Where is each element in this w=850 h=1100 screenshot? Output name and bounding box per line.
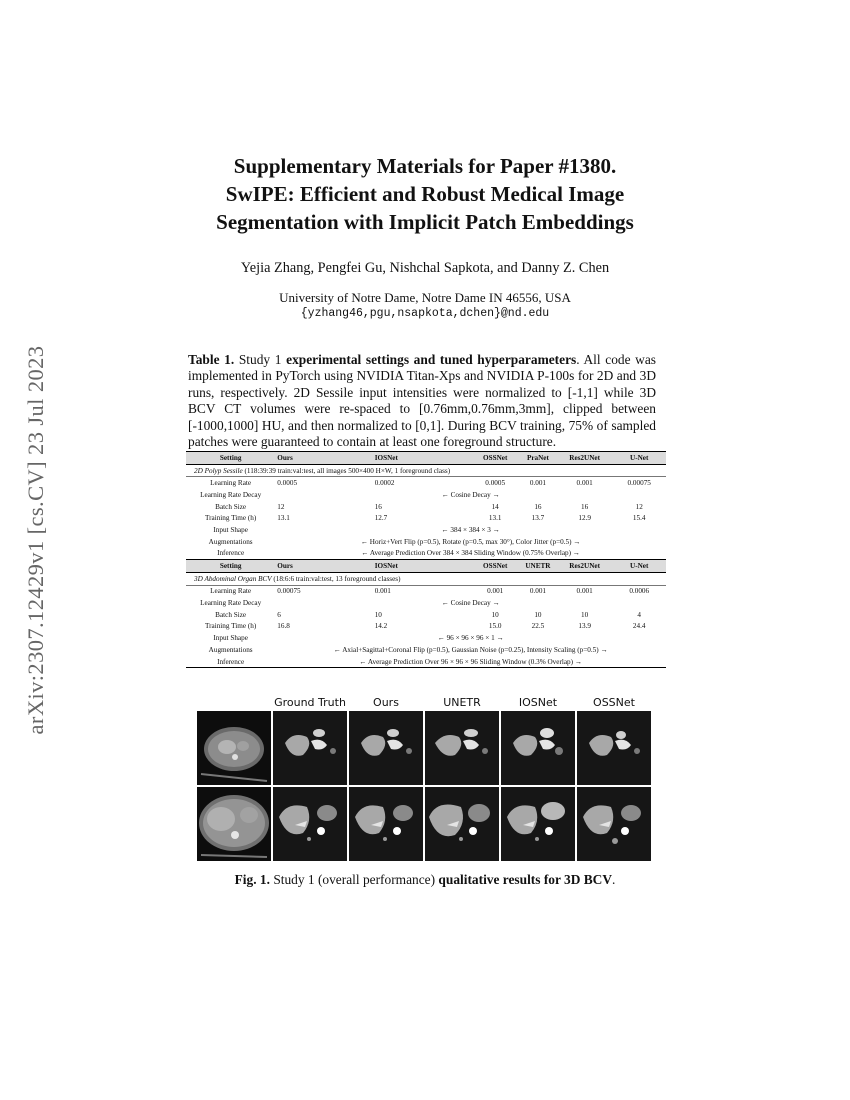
table-cell: 12 <box>277 502 285 511</box>
table-cell: 15.4 <box>632 514 646 523</box>
table-cell: 0.00075 <box>277 587 301 596</box>
table-cell: 12.9 <box>578 514 591 523</box>
table-span-cell: ← Horiz+Vert Flip (p=0.5), Rotate (p=0.5, max 30°), Color Jitter (p=0.5) → <box>360 537 581 546</box>
row-label: Augmentations <box>208 645 253 654</box>
table-row <box>186 597 666 609</box>
table-header-row <box>186 560 666 573</box>
ct-scan-image <box>197 787 271 861</box>
col-header-ours: Ours <box>275 560 334 573</box>
table-cell: 0.001 <box>576 587 593 596</box>
fig-col-header-ground-truth: Ground Truth <box>274 696 346 709</box>
ct-scan-image <box>197 711 271 785</box>
row-label: Training Time (h) <box>205 514 257 523</box>
row-label: Inference <box>217 549 245 558</box>
figure-caption <box>130 872 720 888</box>
table-row <box>186 621 666 633</box>
table-span-cell: ← 96 × 96 × 96 × 1 → <box>437 634 504 643</box>
arxiv-id-text: arXiv:2307.12429v1 [cs.CV] 23 Jul 2023 <box>23 345 48 735</box>
col-header-iosnet: IOSNet <box>335 452 472 465</box>
author-emails: {yzhang46,pgu,nsapkota,dchen}@nd.edu <box>300 307 550 320</box>
table-cell: 12.7 <box>374 514 388 523</box>
table-caption-label: Table 1. <box>188 352 235 367</box>
table-span-cell: ← Cosine Decay → <box>441 599 500 608</box>
table-row <box>186 609 666 621</box>
col-header-ours: Ours <box>275 452 334 465</box>
segmentation-mask-image <box>273 711 347 785</box>
col-header-unet: U-Net <box>612 452 666 465</box>
table-caption <box>188 352 656 450</box>
table-cell: 0.0002 <box>374 479 395 488</box>
table-row <box>186 548 666 560</box>
affiliation: University of Notre Dame, Notre Dame IN 46556, USA <box>279 290 571 305</box>
col-header-pranet: PraNet <box>519 452 557 465</box>
fig-col-header-ossnet: OSSNet <box>593 696 635 709</box>
table-row <box>186 536 666 548</box>
dataset-description: (18:6:6 train:val:test, 13 foreground classes) <box>273 574 401 583</box>
col-header-res2unet: Res2UNet <box>557 560 613 573</box>
table-cell: 0.001 <box>529 587 546 596</box>
col-header-ossnet: OSSNet <box>471 560 519 573</box>
table-cell: 6 <box>277 610 281 619</box>
table-cell: 4 <box>637 610 642 619</box>
segmentation-mask-image <box>273 787 347 861</box>
table-cell: 16 <box>581 502 589 511</box>
row-label: Learning Rate <box>210 587 252 596</box>
table-span-cell: ← 384 × 384 × 3 → <box>441 525 500 534</box>
dataset-row <box>186 464 666 477</box>
table-caption-text: . All code was implemented in PyTorch using NVIDIA Titan-Xps and NVIDIA P-100s for 2D and 3D runs, respectively. 2D Sessile input intensities were normalized to [-1,1] while 3D BCV CT volumes were re-spaced to [0.76mm,0.76mm,3mm], clipped between [-1000,1000] HU, and then normalized to [0,1]. During BCV training, 75% of sampled patches were guaranteed to contain at least one foreground structure. <box>188 352 656 450</box>
table-span-cell: ← Average Prediction Over 384 × 384 Sliding Window (0.75% Overlap) → <box>361 549 580 558</box>
table-cell: 0.0006 <box>629 587 650 596</box>
row-label: Learning Rate Decay <box>200 490 262 499</box>
table-cell: 10 <box>491 610 499 619</box>
table-cell: 16.8 <box>277 622 290 631</box>
fig-col-header-unetr: UNETR <box>443 696 481 709</box>
table-cell: 13.7 <box>531 514 545 523</box>
table-row <box>186 512 666 524</box>
col-header-unet: U-Net <box>612 560 666 573</box>
table-span-cell: ← Axial+Sagittal+Coronal Flip (p=0.5), Gaussian Noise (p=0.25), Intensity Scaling (p=0.5) → <box>333 645 608 654</box>
fig-col-header-iosnet: IOSNet <box>518 696 558 709</box>
table-cell: 10 <box>374 610 382 619</box>
table-row <box>186 477 666 489</box>
table-cell: 13.1 <box>277 514 290 523</box>
table-cell: 16 <box>534 502 542 511</box>
dataset-name: 3D Abdominal Organ BCV <box>194 574 272 583</box>
table-cell: 0.001 <box>529 479 546 488</box>
table-row <box>186 656 666 668</box>
row-label: Learning Rate Decay <box>200 599 262 608</box>
arxiv-identifier <box>14 295 58 785</box>
table-cell: 22.5 <box>531 622 545 631</box>
table-cell: 0.00075 <box>627 479 651 488</box>
segmentation-mask-image <box>425 787 499 861</box>
segmentation-mask-image <box>425 711 499 785</box>
segmentation-mask-image <box>577 711 651 785</box>
title-line-2: SwIPE: Efficient and Robust Medical Image <box>225 182 625 206</box>
table-caption-pre: Study 1 <box>238 352 282 367</box>
table-cell: 14.2 <box>374 622 388 631</box>
col-header-unetr: UNETR <box>519 560 557 573</box>
table-cell: 13.9 <box>578 622 591 631</box>
segmentation-mask-image <box>349 711 423 785</box>
table-span-cell: ← Average Prediction Over 96 × 96 × 96 Sliding Window (0.3% Overlap) → <box>275 656 666 668</box>
table-row <box>186 644 666 656</box>
hyperparameter-table <box>186 451 666 668</box>
fig-col-header-ours: Ours <box>373 696 399 709</box>
col-header-setting: Setting <box>186 560 275 573</box>
table-row <box>186 524 666 536</box>
table-cell: 12 <box>635 502 643 511</box>
table-cell: 10 <box>534 610 542 619</box>
title-line-3: Segmentation with Implicit Patch Embeddings <box>216 210 634 234</box>
table-cell: 0.0005 <box>277 479 298 488</box>
author-list: Yejia Zhang, Pengfei Gu, Nishchal Sapkota, and Danny Z. Chen <box>240 260 610 276</box>
figure-caption-pre: Study 1 (overall performance) <box>273 872 436 887</box>
row-label: Input Shape <box>213 634 248 643</box>
table-cell: 10 <box>581 610 589 619</box>
table-span-cell: ← Cosine Decay → <box>441 490 500 499</box>
segmentation-mask-image <box>349 787 423 861</box>
row-label: Batch Size <box>215 610 247 619</box>
figure-caption-label: Fig. 1. <box>234 872 270 887</box>
table-row <box>186 501 666 513</box>
col-header-iosnet: IOSNet <box>335 560 472 573</box>
paper-title <box>130 152 720 236</box>
table-cell: 0.001 <box>576 479 593 488</box>
title-line-1: Supplementary Materials for Paper #1380. <box>233 154 617 178</box>
row-label: Batch Size <box>215 502 247 511</box>
table-row <box>186 489 666 501</box>
segmentation-mask-image <box>577 787 651 861</box>
row-label: Augmentations <box>208 537 253 546</box>
row-label: Input Shape <box>213 525 248 534</box>
table-cell: 0.001 <box>487 587 504 596</box>
table-caption-bold: experimental settings and tuned hyperparameters <box>286 352 577 367</box>
col-header-ossnet: OSSNet <box>471 452 519 465</box>
figure-caption-end: . <box>612 872 616 887</box>
table-cell: 0.001 <box>374 587 391 596</box>
qualitative-results-figure <box>197 696 652 862</box>
table-cell: 16 <box>374 502 382 511</box>
dataset-row <box>186 572 666 585</box>
row-label: Inference <box>186 656 275 668</box>
dataset-name: 2D Polyp Sessile <box>194 466 243 475</box>
figure-caption-bold: qualitative results for 3D BCV <box>438 872 613 887</box>
row-label: Learning Rate <box>210 479 252 488</box>
table-cell: 13.1 <box>488 514 502 523</box>
table-cell: 14 <box>491 502 499 511</box>
row-label: Training Time (h) <box>205 622 257 631</box>
dataset-description: (118:39:39 train:val:test, all images 500×400 H×W, 1 foreground class) <box>244 466 451 475</box>
col-header-res2unet: Res2UNet <box>557 452 613 465</box>
table-cell: 15.0 <box>488 622 502 631</box>
col-header-setting: Setting <box>186 452 275 465</box>
segmentation-mask-image <box>501 711 575 785</box>
segmentation-mask-image <box>501 787 575 861</box>
table-header-row <box>186 452 666 465</box>
table-cell: 24.4 <box>632 622 646 631</box>
table-row <box>186 632 666 644</box>
table-row <box>186 585 666 597</box>
table-cell: 0.0005 <box>485 479 506 488</box>
